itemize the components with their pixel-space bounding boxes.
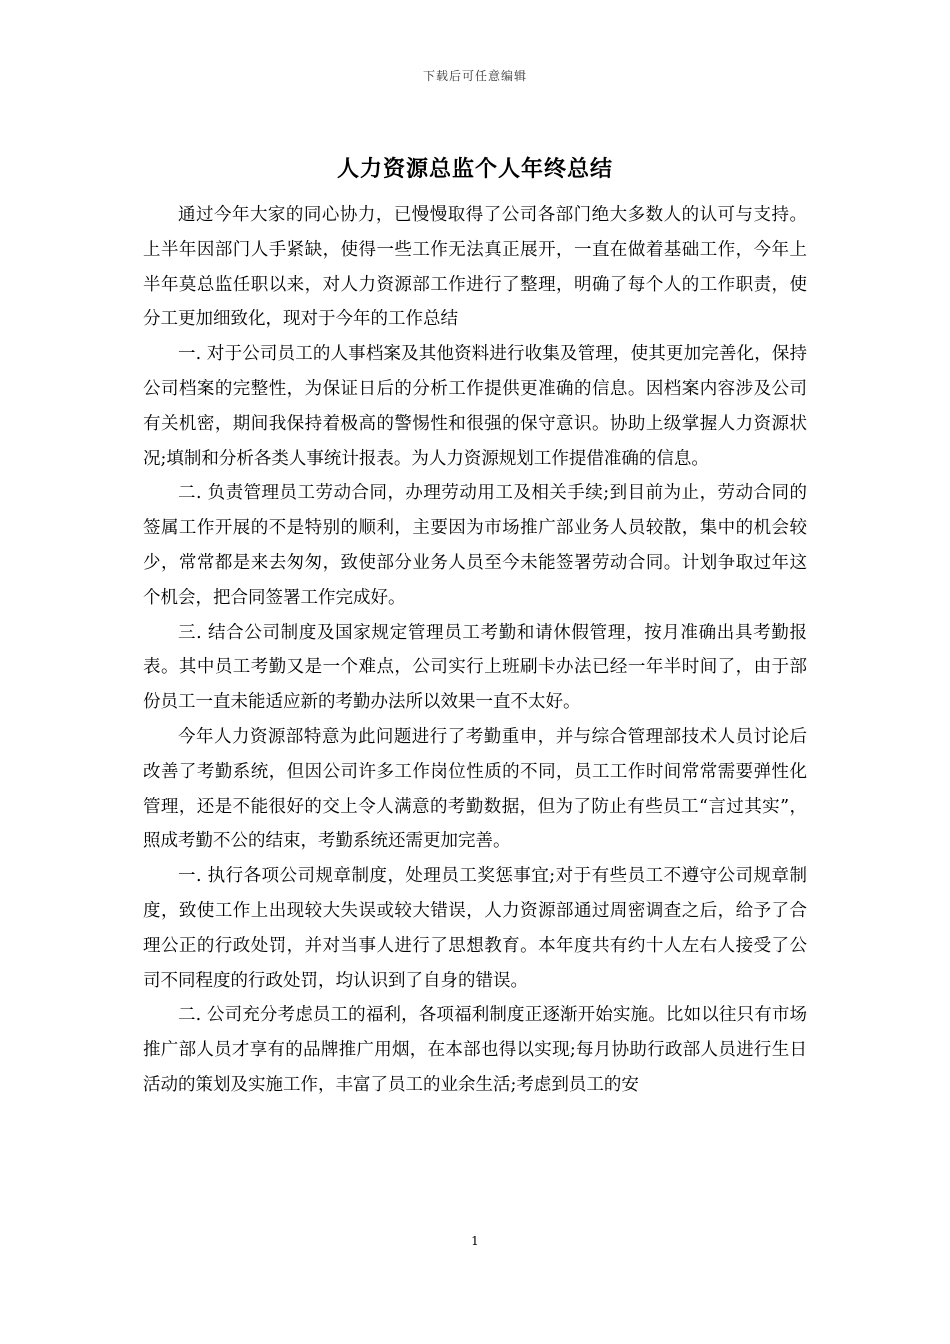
paragraph-welfare: 二. 公司充分考虑员工的福利，各项福利制度正逐渐开始实施。比如以往只有市场推广部人员才享有的品牌推广用烟，在本部也得以实现;每月协助行政部人员进行生日活动的策划及实施工作，丰富了员工的业余生活;考虑到员工的安: [143, 1005, 807, 1095]
paragraph-rules: 一. 执行各项公司规章制度，处理员工奖惩事宜;对于有些员工不遵守公司规章制度，致使工作上出现较大失误或较大错误，人力资源部通过周密调查之后，给予了合理公正的行政处罚，并对当事人进行了思想教育。本年度共有约十人左右人接受了公司不同程度的行政处罚，均认识到了自身的错误。: [143, 866, 807, 991]
paragraph-item-1: 一. 对于公司员工的人事档案及其他资料进行收集及管理，使其更加完善化，保持公司档案的完整性，为保证日后的分析工作提供更准确的信息。因档案内容涉及公司有关机密，期间我保持着极高的警惕性和很强的保守意识。协助上级掌握人力资源状况;填制和分析各类人事统计报表。为人力资源规划工作提借准确的信息。: [143, 344, 807, 469]
document-title: 人力资源总监个人年终总结: [336, 156, 613, 182]
header-note: 下载后可任意编辑: [422, 69, 527, 83]
page-number: 1: [471, 1234, 479, 1248]
paragraph-item-3: 三. 结合公司制度及国家规定管理员工考勤和请休假管理，按月准确出具考勤报表。其中员工考勤又是一个难点，公司实行上班刷卡办法已经一年半时间了，由于部份员工一直未能适应新的考勤办法所以效果一直不太好。: [143, 622, 807, 713]
paragraph-attendance: 今年人力资源部特意为此问题进行了考勤重申，并与综合管理部技术人员讨论后改善了考勤系统，但因公司许多工作岗位性质的不同，员工工作时间常常需要弹性化管理，还是不能很好的交上令人满意的考勤数据，但为了防止有些员工“言过其实”，照成考勤不公的结束，考勤系统还需更加完善。: [143, 726, 807, 852]
paragraph-item-2: 二. 负责管理员工劳动合同，办理劳动用工及相关手续;到目前为止，劳动合同的签属工作开展的不是特别的顺利，主要因为市场推广部业务人员较散，集中的机会较少，常常都是来去匆匆，致使部分业务人员至今未能签署劳动合同。计划争取过年这个机会，把合同签署工作完成好。: [143, 483, 807, 608]
document-body: [143, 198, 807, 1103]
paragraph-intro: 通过今年大家的同心协力，已慢慢取得了公司各部门绝大多数人的认可与支持。上半年因部门人手紧缺，使得一些工作无法真正展开，一直在做着基础工作，今年上半年莫总监任职以来，对人力资源部工作进行了整理，明确了每个人的工作职责，使分工更加细致化，现对于今年的工作总结: [143, 205, 807, 330]
